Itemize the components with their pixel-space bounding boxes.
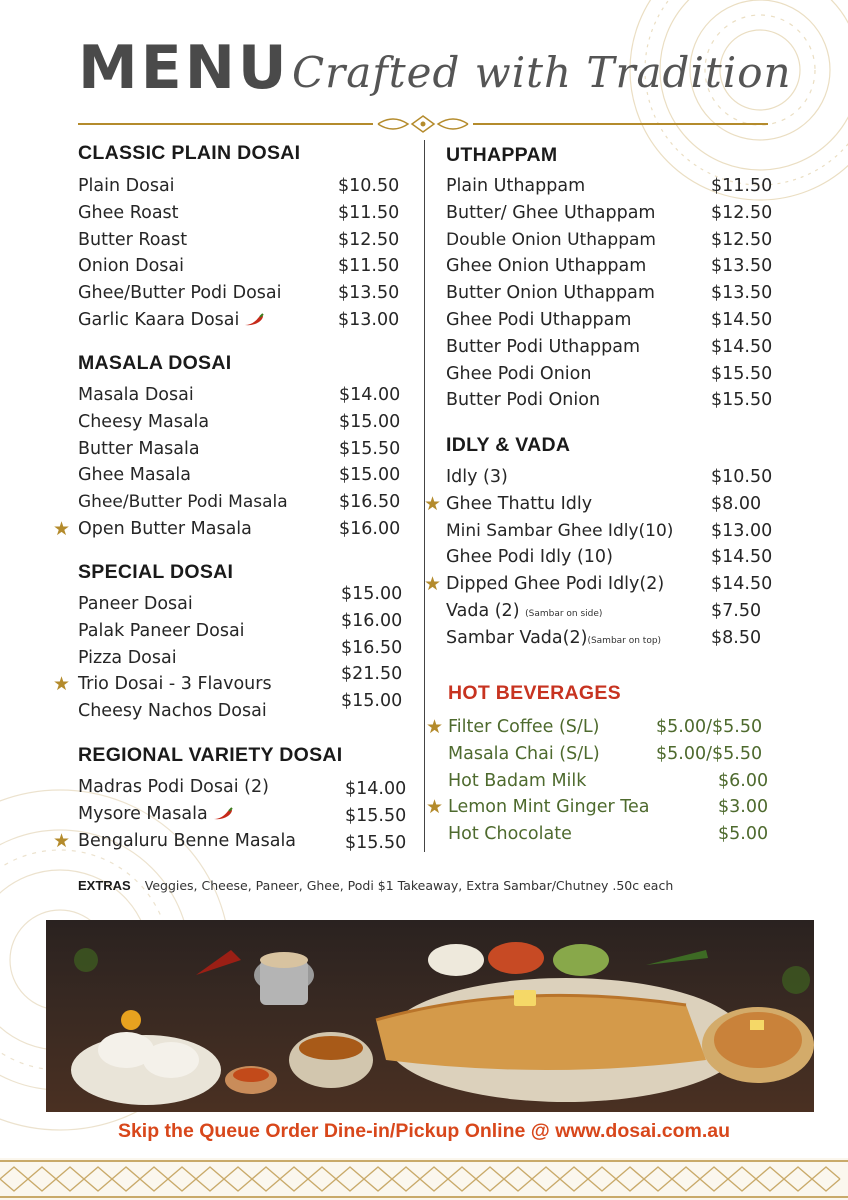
menu-item: ★ Ghee Thattu Idly $8.00 xyxy=(424,492,762,515)
menu-item: Hot Chocolate $5.00 xyxy=(448,824,769,845)
star-icon: ★ xyxy=(424,492,442,515)
section-title: MASALA DOSAI xyxy=(78,352,232,374)
extras-label: EXTRAS xyxy=(78,878,131,893)
item-note: (Sambar on top) xyxy=(587,635,662,646)
section-masala-dosai xyxy=(53,352,418,546)
food-photo xyxy=(46,920,814,1112)
menu-item: Butter/ Ghee Uthappam $12.50 xyxy=(446,202,773,223)
menu-item: Butter Podi Uthappam $14.50 xyxy=(446,336,773,357)
section-special-dosai xyxy=(53,561,418,728)
section-title: IDLY & VADA xyxy=(446,434,571,456)
menu-item: Onion Dosai $11.50 xyxy=(78,256,400,277)
menu-item: Plain Dosai $10.50 xyxy=(78,176,400,196)
section-uthappam xyxy=(446,144,786,417)
menu-item: Ghee/Butter Podi Masala $16.50 xyxy=(78,492,401,513)
star-icon: ★ xyxy=(426,716,444,738)
menu-item: Butter Masala $15.50 xyxy=(78,438,401,459)
section-title: UTHAPPAM xyxy=(446,144,558,166)
menu-item: Butter Roast $12.50 xyxy=(78,229,400,250)
menu-item: Hot Badam Milk $6.00 xyxy=(448,770,769,791)
ornamental-border xyxy=(0,1158,848,1200)
chili-icon xyxy=(243,313,265,327)
section-classic-plain-dosai xyxy=(78,142,418,337)
menu-item: Double Onion Uthappam $12.50 xyxy=(446,229,773,250)
star-icon: ★ xyxy=(53,673,71,696)
extras-note xyxy=(78,878,673,893)
item-note: (Sambar on side) xyxy=(525,608,603,619)
star-icon: ★ xyxy=(426,796,444,819)
star-icon: ★ xyxy=(53,517,71,540)
section-title: REGIONAL VARIETY DOSAI xyxy=(78,744,343,766)
online-order-banner: Skip the Queue Order Dine-in/Pickup Online @ www.dosai.com.au xyxy=(117,1120,731,1142)
menu-item: Garlic Kaara Dosai $13.00 xyxy=(78,309,400,330)
menu-item: Mini Sambar Ghee Idly(10) $13.00 xyxy=(446,520,773,541)
page-title: MENU xyxy=(78,33,290,103)
menu-item: Cheesy Nachos Dosai $15.00 xyxy=(78,691,403,722)
menu-item: Masala Dosai $14.00 xyxy=(78,385,401,405)
menu-item: Madras Podi Dosai (2) $14.00 xyxy=(78,777,407,799)
menu-item: Palak Paneer Dosai $16.00 xyxy=(78,610,403,641)
star-icon: ★ xyxy=(424,573,442,596)
menu-item: ★ Open Butter Masala $16.00 xyxy=(53,517,401,540)
menu-item: Masala Chai (S/L) $5.00/$5.50 xyxy=(448,743,763,764)
menu-item: ★ Lemon Mint Ginger Tea $3.00 xyxy=(426,796,769,819)
star-icon: ★ xyxy=(53,829,71,852)
menu-item: Pizza Dosai $16.50 xyxy=(78,637,403,668)
extras-text: Veggies, Cheese, Paneer, Ghee, Podi $1 Takeaway, Extra Sambar/Chutney .50c each xyxy=(144,878,674,893)
section-idly-vada xyxy=(424,434,786,655)
menu-item: Ghee Onion Uthappam $13.50 xyxy=(446,256,773,277)
section-title: CLASSIC PLAIN DOSAI xyxy=(78,142,301,164)
menu-item: Plain Uthappam $11.50 xyxy=(446,176,773,196)
menu-item: Vada (2) (Sambar on side) $7.50 xyxy=(446,600,762,621)
menu-item: Ghee Roast $11.50 xyxy=(78,202,400,223)
menu-item: ★ Bengaluru Benne Masala $15.50 xyxy=(53,829,407,853)
menu-item: Ghee/Butter Podi Dosai $13.50 xyxy=(78,283,400,304)
menu-item: Sambar Vada(2)(Sambar on top) $8.50 xyxy=(446,627,762,648)
menu-item: Ghee Masala $15.00 xyxy=(78,465,401,486)
menu-item: Ghee Podi Idly (10) $14.50 xyxy=(446,547,773,568)
menu-item: Mysore Masala $15.50 xyxy=(78,803,407,826)
menu-item: Butter Podi Onion $15.50 xyxy=(446,390,773,411)
menu-item: Idly (3) $10.50 xyxy=(446,467,773,487)
menu-item: Cheesy Masala $15.00 xyxy=(78,411,401,432)
menu-item: ★ Filter Coffee (S/L) $5.00/$5.50 xyxy=(426,716,763,738)
menu-item: Butter Onion Uthappam $13.50 xyxy=(446,283,773,304)
menu-item: ★ Dipped Ghee Podi Idly(2) $14.50 xyxy=(424,573,773,596)
page-tagline: Crafted with Tradition xyxy=(292,48,792,97)
section-hot-beverages xyxy=(426,682,778,851)
section-title: SPECIAL DOSAI xyxy=(78,561,234,583)
menu-item: Paneer Dosai $15.00 xyxy=(78,584,403,614)
section-title: HOT BEVERAGES xyxy=(448,682,621,704)
menu-item: Ghee Podi Uthappam $14.50 xyxy=(446,309,773,330)
section-regional-variety-dosai xyxy=(53,744,418,857)
menu-item: Ghee Podi Onion $15.50 xyxy=(446,363,773,384)
menu-item: ★ Trio Dosai - 3 Flavours $21.50 xyxy=(53,664,403,696)
ornamental-divider xyxy=(78,114,768,134)
chili-icon xyxy=(212,807,234,821)
